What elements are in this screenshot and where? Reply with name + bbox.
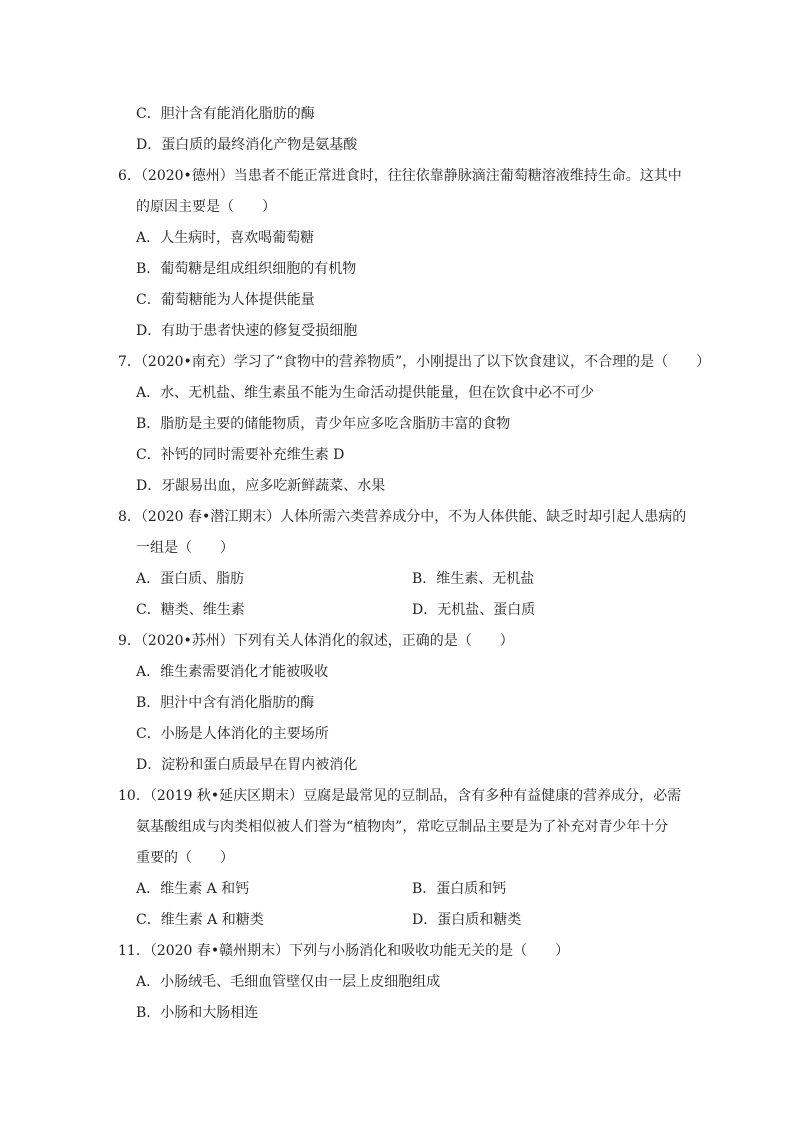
question-8-option-a: A．蛋白质、脂肪 [136, 571, 245, 587]
question-10-stem-line-2: 氨基酸组成与肉类相似被人们誉为“植物肉”，常吃豆制品主要是为了补充对青少年十分 [136, 819, 669, 835]
question-8-stem-line-1: 8．（2020 春•潜江期末）人体所需六类营养成分中，不为人体供能、缺乏时却引起人患病的 [118, 509, 687, 525]
question-7-option-b: B．脂肪是主要的储能物质，青少年应多吃含脂肪丰富的食物 [136, 416, 511, 432]
question-11-option-a: A．小肠绒毛、毛细血管壁仅由一层上皮细胞组成 [136, 974, 441, 990]
question-6-stem-line-1: 6．（2020•德州）当患者不能正常进食时，往往依靠静脉滴注葡萄糖溶液维持生命。这其中 [118, 168, 682, 184]
question-6-option-c: C．葡萄糖能为人体提供能量 [136, 292, 315, 308]
question-7-stem-line-1: 7．（2020•南充）学习了“食物中的营养物质”，小刚提出了以下饮食建议，不合理的是（ ） [118, 354, 711, 370]
question-7-option-c: C．补钙的同时需要补充维生素 D [136, 447, 345, 463]
question-6-option-b: B．葡萄糖是组成组织细胞的有机物 [136, 261, 357, 277]
question-6-option-d: D．有助于患者快速的修复受损细胞 [136, 323, 358, 339]
option-d-q5: D．蛋白质的最终消化产物是氨基酸 [136, 137, 358, 153]
question-9-option-d: D．淀粉和蛋白质最早在胃内被消化 [136, 757, 358, 773]
question-9-option-a: A．维生素需要消化才能被吸收 [136, 664, 329, 680]
question-9-stem-line-1: 9．（2020•苏州）下列有关人体消化的叙述，正确的是（ ） [118, 633, 514, 649]
option-c-q5: C．胆汁含有能消化脂肪的酶 [136, 106, 315, 122]
question-10-stem-line-3: 重要的（ ） [136, 850, 234, 866]
question-11-stem-line-1: 11．（2020 春•赣州期末）下列与小肠消化和吸收功能无关的是（ ） [118, 943, 570, 959]
question-6-stem-line-2: 的原因主要是（ ） [136, 199, 276, 215]
question-8-option-c: C．糖类、维生素 [136, 602, 245, 618]
question-6-option-a: A．人生病时，喜欢喝葡萄糖 [136, 230, 315, 246]
question-11-option-b: B．小肠和大肠相连 [136, 1005, 259, 1021]
question-10-stem-line-1: 10．（2019 秋•延庆区期末）豆腐是最常见的豆制品，含有多种有益健康的营养成分，必需 [118, 788, 682, 804]
question-8-option-b: B．维生素、无机盐 [412, 571, 535, 587]
question-7-option-a: A．水、无机盐、维生素虽不能为生命活动提供能量，但在饮食中必不可少 [136, 385, 595, 401]
question-8-option-d: D．无机盐、蛋白质 [412, 602, 536, 618]
question-10-option-b: B．蛋白质和钙 [412, 881, 507, 897]
question-9-option-b: B．胆汁中含有消化脂肪的酶 [136, 695, 315, 711]
question-7-option-d: D．牙龈易出血，应多吃新鲜蔬菜、水果 [136, 478, 386, 494]
question-9-option-c: C．小肠是人体消化的主要场所 [136, 726, 329, 742]
question-8-stem-line-2: 一组是（ ） [136, 540, 234, 556]
question-10-option-c: C．维生素 A 和糖类 [136, 912, 264, 928]
question-10-option-d: D．蛋白质和糖类 [412, 912, 522, 928]
question-10-option-a: A．维生素 A 和钙 [136, 881, 250, 897]
